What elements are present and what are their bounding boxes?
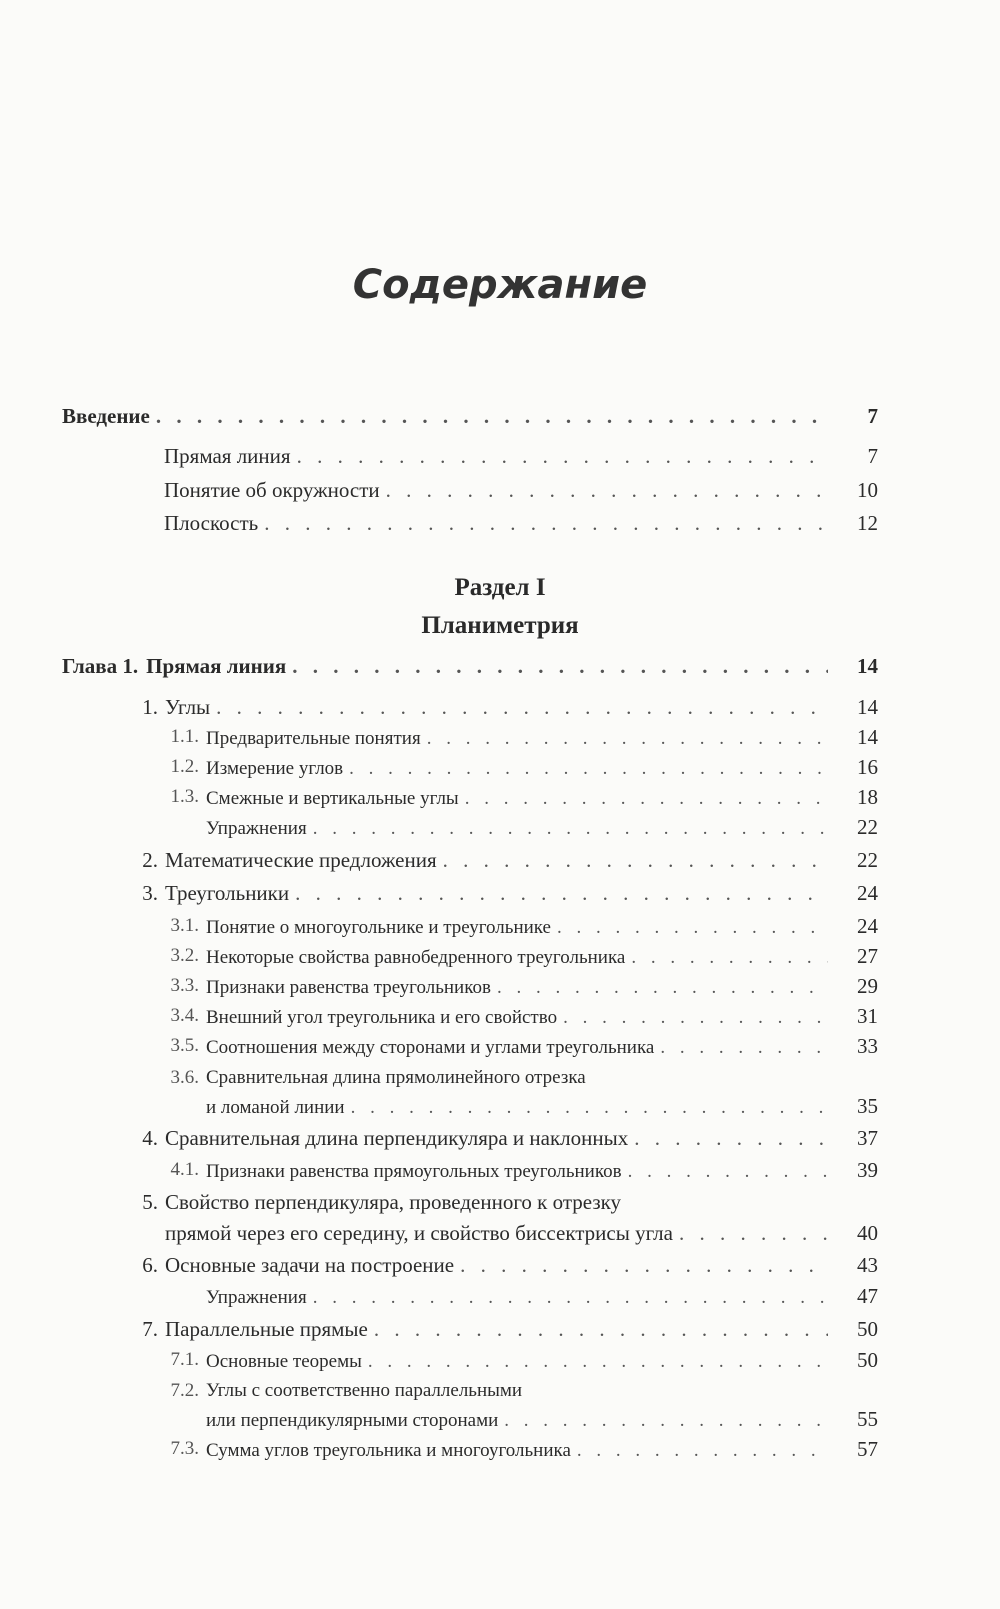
toc-entry-title[interactable]: Углы с соответственно параллельными (206, 1380, 523, 1401)
leader-dots (216, 692, 828, 722)
leader-dots (386, 475, 828, 505)
toc-entry-page: 14 (857, 725, 878, 749)
toc-entry[interactable] (206, 1031, 878, 1061)
toc-entry-title: Параллельные прямые (165, 1317, 368, 1341)
toc-entry-title: и ломаной линии (206, 1097, 345, 1118)
toc-entry-number: 7.3. (170, 1438, 199, 1459)
toc-entry-number: 4. (142, 1126, 158, 1150)
toc-entry[interactable] (206, 971, 878, 1001)
toc-entry-title: Сумма углов треугольника и многоугольника (206, 1440, 571, 1461)
toc-entry-title: Измерение углов (206, 758, 344, 779)
section-name: Планиметрия (421, 612, 579, 639)
toc-entry-title: Понятие о многоугольнике и треугольнике (206, 917, 551, 938)
toc-entry-page: 50 (857, 1348, 878, 1372)
toc-entry-page: 12 (857, 511, 878, 535)
leader-dots (313, 814, 828, 844)
toc-chapter[interactable] (62, 651, 878, 681)
leader-dots (351, 1093, 828, 1123)
toc-entry-title: Прямая линия (164, 444, 291, 468)
toc-entry[interactable] (206, 1091, 878, 1121)
toc-entry-title: Признаки равенства треугольников (206, 977, 491, 998)
leader-dots (443, 845, 828, 875)
toc-entry-number: 6. (142, 1253, 158, 1277)
toc-entry[interactable] (165, 1218, 878, 1248)
toc-entry-title: Признаки равенства прямоугольных треугольников (206, 1161, 622, 1182)
leader-dots (295, 878, 828, 908)
toc-entry[interactable] (165, 1123, 878, 1153)
toc-entry[interactable] (165, 1314, 878, 1344)
toc-entry-page: 57 (857, 1437, 878, 1461)
toc-entry-number: 7.1. (170, 1349, 199, 1370)
leader-dots (156, 401, 828, 431)
toc-entry-number: 3.1. (170, 915, 199, 936)
toc-entry-page: 37 (857, 1126, 878, 1150)
leader-dots (374, 1314, 828, 1344)
leader-dots (504, 1406, 828, 1436)
toc-entry-title[interactable]: Свойство перпендикуляра, проведенного к отрезку (165, 1190, 622, 1214)
leader-dots (631, 943, 828, 973)
toc-entry-title: Основные теоремы (206, 1351, 362, 1372)
toc-entry[interactable] (206, 722, 878, 752)
toc-entry-title: Математические предложения (165, 848, 437, 872)
toc-entry-page: 27 (857, 944, 878, 968)
toc-entry-number: 3.6. (170, 1067, 199, 1088)
toc-entry-page: 18 (857, 785, 878, 809)
leader-dots (292, 651, 828, 681)
leader-dots (264, 508, 828, 538)
chapter-number: Глава 1. (62, 654, 139, 678)
toc-entry[interactable] (206, 1155, 878, 1185)
leader-dots (368, 1347, 828, 1377)
toc-entry[interactable] (165, 692, 878, 722)
toc-entry-intro[interactable] (62, 401, 878, 431)
toc-entry-page: 22 (857, 815, 878, 839)
toc-entry[interactable] (165, 845, 878, 875)
toc-entry-page: 31 (857, 1004, 878, 1028)
toc-entry-page: 24 (857, 914, 878, 938)
toc-entry[interactable] (164, 475, 878, 505)
toc-entry-page: 24 (857, 881, 878, 905)
toc-entry-title: или перпендикулярными сторонами (206, 1410, 499, 1431)
leader-dots (313, 1283, 828, 1313)
toc-entry[interactable] (206, 1281, 878, 1311)
toc-entry-number: 3.2. (170, 945, 199, 966)
toc-entry-title: Упражнения (206, 1287, 307, 1308)
toc-entry-page: 29 (857, 974, 878, 998)
toc-entry[interactable] (165, 878, 878, 908)
toc-entry-number: 1.3. (170, 786, 199, 807)
toc-entry-title[interactable]: Сравнительная длина прямолинейного отрезка (206, 1067, 586, 1088)
toc-entry[interactable] (206, 812, 878, 842)
toc-entry-number: 3.3. (170, 975, 199, 996)
leader-dots (465, 784, 828, 814)
toc-entry-page: 14 (857, 654, 878, 678)
toc-entry-title: Соотношения между сторонами и углами треугольника (206, 1037, 655, 1058)
toc-entry-page: 50 (857, 1317, 878, 1341)
toc-entry[interactable] (206, 941, 878, 971)
leader-dots (497, 973, 828, 1003)
toc-entry[interactable] (165, 1250, 878, 1280)
leader-dots (660, 1033, 828, 1063)
toc-entry-page: 22 (857, 848, 878, 872)
toc-entry[interactable] (206, 782, 878, 812)
toc-entry-title: Треугольники (165, 881, 290, 905)
toc-entry-number: 7.2. (170, 1380, 199, 1401)
leader-dots (427, 724, 828, 754)
toc-entry-page: 10 (857, 478, 878, 502)
toc-entry-number: 5. (142, 1190, 158, 1214)
section-label: Раздел I (454, 574, 546, 601)
toc-entry-page: 43 (857, 1253, 878, 1277)
toc-entry-title: прямой через его середину, и свойство биссектрисы угла (165, 1221, 673, 1245)
toc-entry[interactable] (164, 508, 878, 538)
toc-entry-title: Предварительные понятия (206, 728, 421, 749)
toc-entry[interactable] (206, 752, 878, 782)
toc-entry-number: 1.2. (170, 756, 199, 777)
leader-dots (679, 1218, 828, 1248)
leader-dots (563, 1003, 828, 1033)
toc-entry-title: Внешний угол треугольника и его свойство (206, 1007, 558, 1028)
toc-entry-page: 33 (857, 1034, 878, 1058)
toc-entry[interactable] (164, 441, 878, 471)
leader-dots (557, 913, 828, 943)
toc-entry-number: 7. (142, 1317, 158, 1341)
leader-dots (349, 754, 828, 784)
toc-entry-title: Некоторые свойства равнобедренного треугольника (206, 947, 626, 968)
toc-entry-number: 3.4. (170, 1005, 199, 1026)
leader-dots (634, 1123, 828, 1153)
toc-entry-title: Упражнения (206, 818, 307, 839)
toc-entry-title: Понятие об окружности (164, 478, 380, 502)
toc-entry-title: Смежные и вертикальные углы (206, 788, 459, 809)
toc-entry-number: 3.5. (170, 1035, 199, 1056)
toc-entry-number: 1. (142, 695, 158, 719)
toc-entry-title: Введение (62, 404, 150, 428)
toc-entry-page: 47 (857, 1284, 878, 1308)
toc-entry[interactable] (206, 1001, 878, 1031)
toc-entry-page: 40 (857, 1221, 878, 1245)
toc-entry-number: 4.1. (170, 1159, 199, 1180)
toc-entry-page: 35 (857, 1094, 878, 1118)
toc-entry-page: 7 (867, 444, 878, 468)
leader-dots (460, 1250, 828, 1280)
toc-entry-page: 14 (857, 695, 878, 719)
toc-entry-number: 2. (142, 848, 158, 872)
toc-entry-page: 39 (857, 1158, 878, 1182)
toc-entry-title: Углы (165, 695, 211, 719)
toc-entry[interactable] (206, 1404, 878, 1434)
toc-entry-page: 16 (857, 755, 878, 779)
leader-dots (297, 441, 828, 471)
leader-dots (628, 1157, 828, 1187)
toc-entry[interactable] (206, 1345, 878, 1375)
toc-entry-number: 3. (142, 881, 158, 905)
toc-entry-number: 1.1. (170, 726, 199, 747)
leader-dots (577, 1436, 828, 1466)
chapter-title: Прямая линия (146, 654, 287, 678)
toc-entry[interactable] (206, 1434, 878, 1464)
toc-entry-title: Основные задачи на построение (165, 1253, 455, 1277)
toc-entry-page: 55 (857, 1407, 878, 1431)
toc-entry-page: 7 (867, 404, 878, 428)
toc-entry-title: Сравнительная длина перпендикуляра и наклонных (165, 1126, 629, 1150)
toc-entry[interactable] (206, 911, 878, 941)
page-title: Содержание (352, 262, 648, 308)
toc-entry-title: Плоскость (164, 511, 259, 535)
